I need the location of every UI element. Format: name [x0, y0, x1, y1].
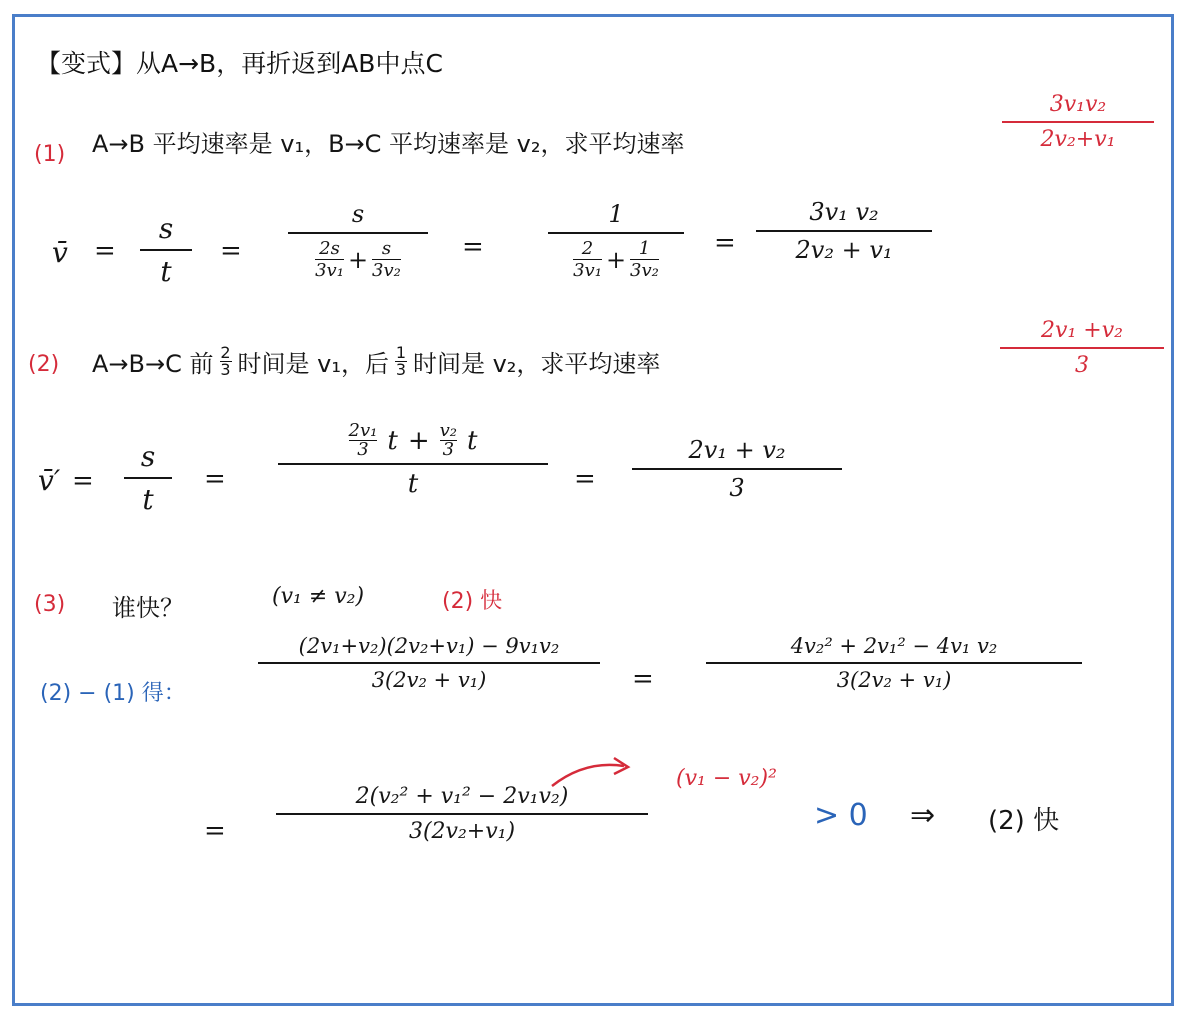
equals-sign: = — [632, 664, 654, 694]
sub-numerator: v₂ — [439, 420, 458, 441]
part2-label: (2) — [28, 352, 60, 377]
numerator: 2 — [220, 343, 231, 362]
denominator: 3(2v₂ + v₁) — [371, 668, 487, 692]
denominator: 2v₂ + v₁ — [795, 236, 893, 264]
part1-question: A→B 平均速率是 v₁，B→C 平均速率是 v₂，求平均速率 — [92, 130, 685, 158]
plus-sign: + — [407, 425, 430, 456]
equals-sign: = — [714, 228, 736, 258]
sub-numerator: 2s — [319, 238, 340, 259]
plus-sign: + — [605, 245, 627, 274]
numerator: 3v₁ v₂ — [809, 198, 879, 226]
square-note: (v₁ − v₂)² — [676, 766, 777, 791]
numerator: 1 — [395, 343, 407, 362]
part3-label: (3) — [34, 592, 66, 617]
denominator: 3(2v₂+v₁) — [408, 819, 516, 844]
equals-sign: = — [462, 232, 484, 262]
numerator: 2(v₂² + v₁² − 2v₁v₂) — [355, 784, 569, 809]
sub-denominator: 3v₂ — [372, 260, 401, 281]
part1-label: (1) — [34, 142, 66, 167]
denominator: 3(2v₂ + v₁) — [836, 668, 952, 692]
sub-numerator: 2 — [581, 238, 594, 259]
sub-denominator: 3v₁ — [315, 260, 344, 281]
equals-sign: = — [204, 816, 226, 846]
conclusion: (2) 快 — [988, 806, 1060, 836]
sub-numerator: 2v₁ — [348, 420, 378, 441]
part3-condition: (v₁ ≠ v₂) — [272, 584, 365, 609]
numerator: s — [351, 200, 365, 228]
sub-numerator: 1 — [638, 238, 651, 259]
time-symbol: t — [467, 425, 478, 456]
difference-label: (2) − (1) 得： — [40, 681, 186, 706]
numerator: 1 — [608, 200, 624, 228]
denominator: t — [142, 483, 154, 516]
sub-numerator: s — [381, 238, 392, 259]
equals-sign: = — [94, 236, 116, 266]
numerator: 2v₁ + v₂ — [688, 436, 786, 464]
numerator: s — [158, 212, 174, 245]
denominator: 3 — [729, 474, 745, 502]
part2-answer-numerator: 2v₁ +v₂ — [1041, 318, 1123, 343]
result-positive: > 0 — [814, 798, 868, 833]
part2-lhs: v̄′ — [38, 464, 61, 497]
equals-sign: = — [204, 464, 226, 494]
question-text: A→B→C 前 — [92, 350, 214, 378]
equals-sign: = — [72, 466, 94, 496]
denominator: 3 — [395, 360, 407, 379]
part1-answer-numerator: 3v₁v₂ — [1049, 92, 1107, 117]
equals-sign: = — [220, 236, 242, 266]
equals-sign: = — [574, 464, 596, 494]
sub-denominator: 3v₂ — [630, 260, 659, 281]
numerator: s — [140, 440, 156, 473]
plus-sign: + — [347, 245, 369, 274]
denominator: t — [407, 469, 419, 499]
time-symbol: t — [387, 425, 398, 456]
part2-answer-denominator: 3 — [1075, 353, 1089, 378]
numerator: (2v₁+v₂)(2v₂+v₁) − 9v₁v₂ — [298, 634, 560, 658]
sub-denominator: 3 — [357, 439, 369, 460]
sub-denominator: 3v₁ — [573, 260, 602, 281]
question-text: 时间是 v₁，后 — [237, 350, 389, 378]
sub-denominator: 3 — [442, 439, 455, 460]
numerator: 4v₂² + 2v₁² − 4v₁ v₂ — [790, 634, 998, 658]
part1-answer-denominator: 2v₂+v₁ — [1040, 127, 1116, 152]
question-text: 时间是 v₂，求平均速率 — [412, 350, 661, 378]
page-title: 【变式】从A→B，再折返到AB中点C — [36, 49, 443, 78]
part3-question: 谁快？ — [112, 594, 184, 622]
denominator: t — [160, 255, 172, 288]
implies-symbol: ⇒ — [910, 798, 936, 833]
annotation-arrow — [552, 765, 624, 786]
part1-lhs: v̄ — [52, 236, 68, 269]
denominator: 3 — [220, 360, 231, 379]
part3-answer: (2) 快 — [442, 589, 503, 614]
